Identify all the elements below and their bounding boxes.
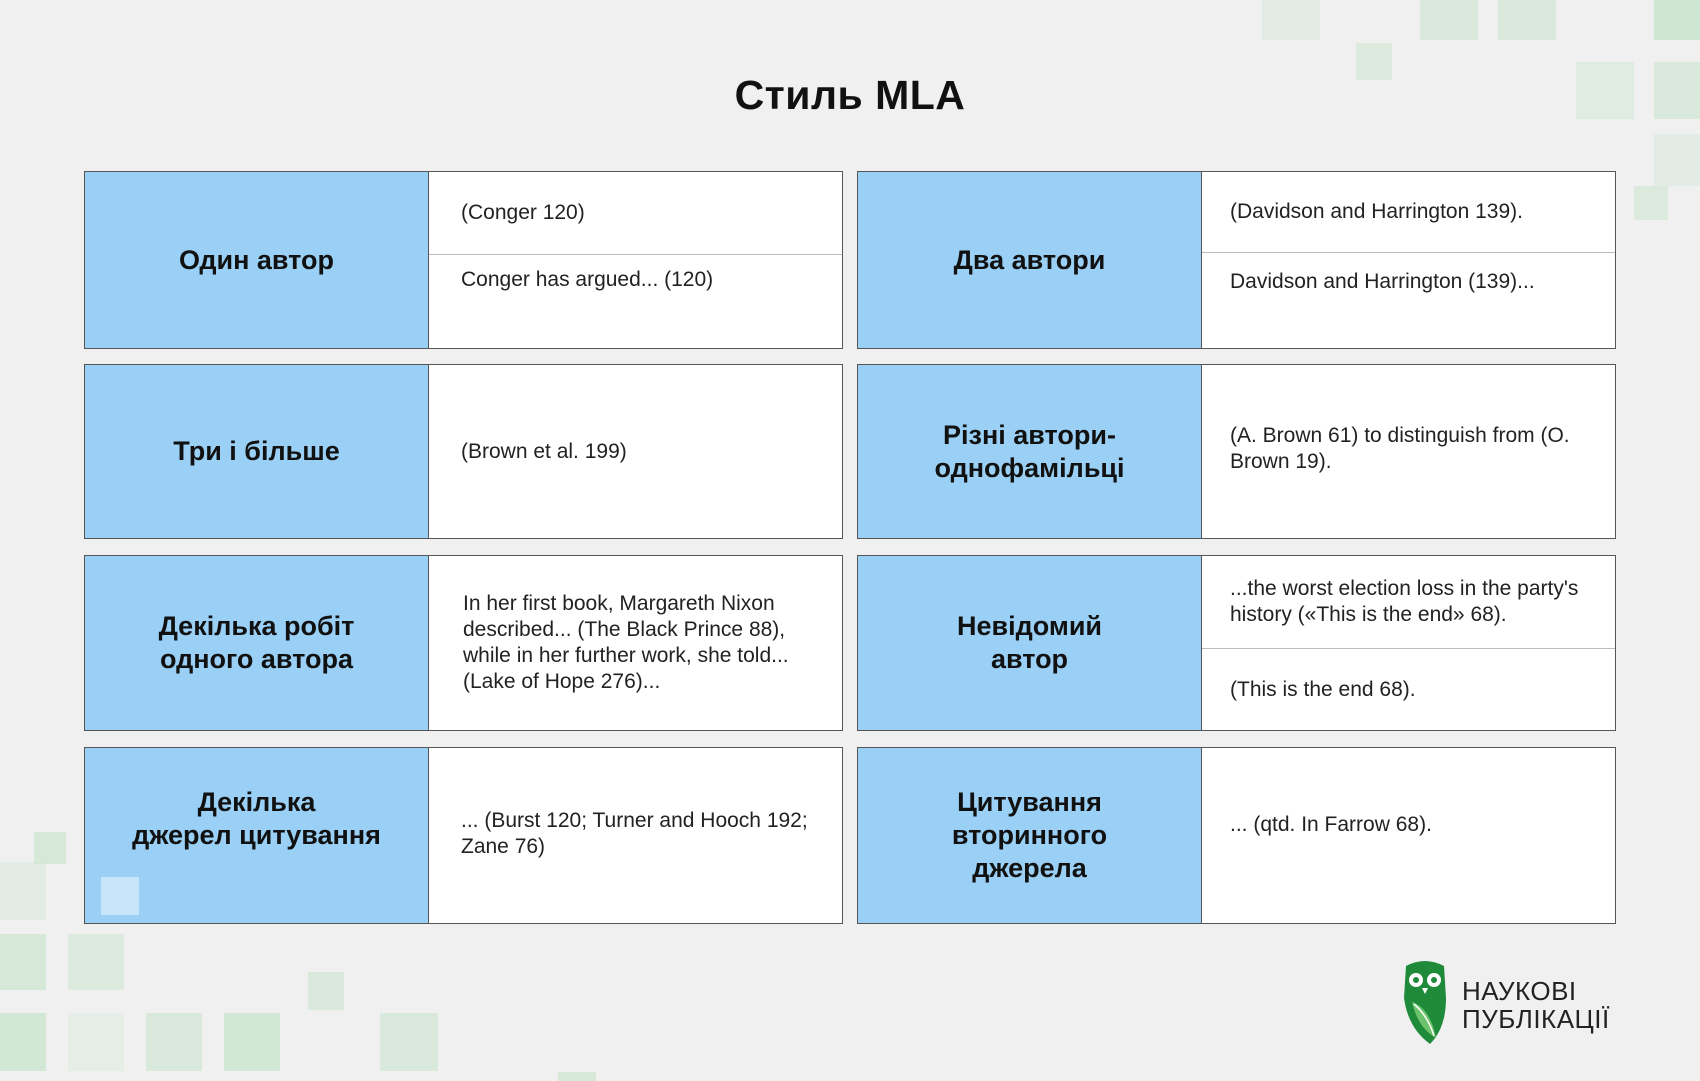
card-examples (1202, 748, 1615, 923)
decor-square (0, 862, 46, 920)
citation-card-multiple-sources (84, 747, 843, 924)
decor-square (0, 934, 46, 990)
decor-square (1654, 0, 1700, 40)
brand-line-2: ПУБЛІКАЦІЇ (1462, 1003, 1610, 1034)
example-text: ... (qtd. In Farrow 68). (1230, 813, 1432, 836)
card-examples (429, 748, 842, 923)
brand-logo (1400, 958, 1610, 1051)
example-text: (A. Brown 61) to distinguish from (O. Brown 19). (1230, 424, 1570, 473)
brand-name (1462, 977, 1610, 1033)
citation-card-one-author (84, 171, 843, 349)
card-label: Декілька робіт одного автора (85, 556, 429, 730)
page-title: Стиль MLA (734, 72, 966, 118)
card-label: Декілька джерел цитування (85, 748, 429, 923)
decor-square (308, 972, 344, 1010)
decor-square (380, 1013, 438, 1071)
citation-card-multiple-works (84, 555, 843, 731)
card-label: Невідомий автор (858, 556, 1202, 730)
decor-square (1262, 0, 1320, 40)
decor-square (34, 832, 66, 864)
example-text: Conger has argued... (120) (429, 254, 842, 349)
decor-square (1634, 186, 1668, 220)
card-examples (429, 172, 842, 348)
card-label: Цитування вторинного джерела (858, 748, 1202, 923)
card-label: Два автори (858, 172, 1202, 348)
citation-card-three-plus (84, 364, 843, 539)
example-text: In her first book, Margareth Nixon described... (The Black Prince 88), while in her further work, she told... (Lake of Hope 276)... (463, 592, 789, 693)
citation-card-unknown-author (857, 555, 1616, 731)
decor-square (1420, 0, 1478, 40)
brand-line-1: НАУКОВІ (1462, 975, 1577, 1006)
example-text: (Brown et al. 199) (461, 439, 627, 463)
card-examples (1202, 365, 1615, 538)
decor-square (68, 1013, 124, 1071)
owl-leaf-icon (1400, 958, 1450, 1051)
example-text: ... (Burst 120; Turner and Hooch 192; Zane 76) (461, 809, 808, 858)
card-examples (1202, 172, 1615, 348)
example-text: Davidson and Harrington (139)... (1202, 252, 1615, 349)
card-label: Різні автори- однофамільці (858, 365, 1202, 538)
decor-square (1498, 0, 1556, 40)
decor-square (224, 1013, 280, 1071)
example-text: ...the worst election loss in the party's history («This is the end» 68). (1230, 577, 1579, 626)
card-examples (429, 556, 842, 730)
decor-square (101, 877, 139, 915)
card-examples (1202, 556, 1615, 730)
decor-square (146, 1013, 202, 1071)
example-text: (This is the end 68). (1202, 648, 1615, 730)
card-label: Один автор (85, 172, 429, 348)
example-text: (Conger 120) (461, 200, 585, 224)
citation-card-secondary-source (857, 747, 1616, 924)
decor-square (1654, 134, 1700, 186)
decor-square (0, 1013, 46, 1071)
decor-square (68, 934, 124, 990)
citation-card-two-authors (857, 171, 1616, 349)
card-label: Три і більше (85, 365, 429, 538)
card-examples (429, 365, 842, 538)
decor-square (558, 1072, 596, 1081)
citation-card-same-surname (857, 364, 1616, 539)
example-text: (Davidson and Harrington 139). (1230, 199, 1523, 223)
